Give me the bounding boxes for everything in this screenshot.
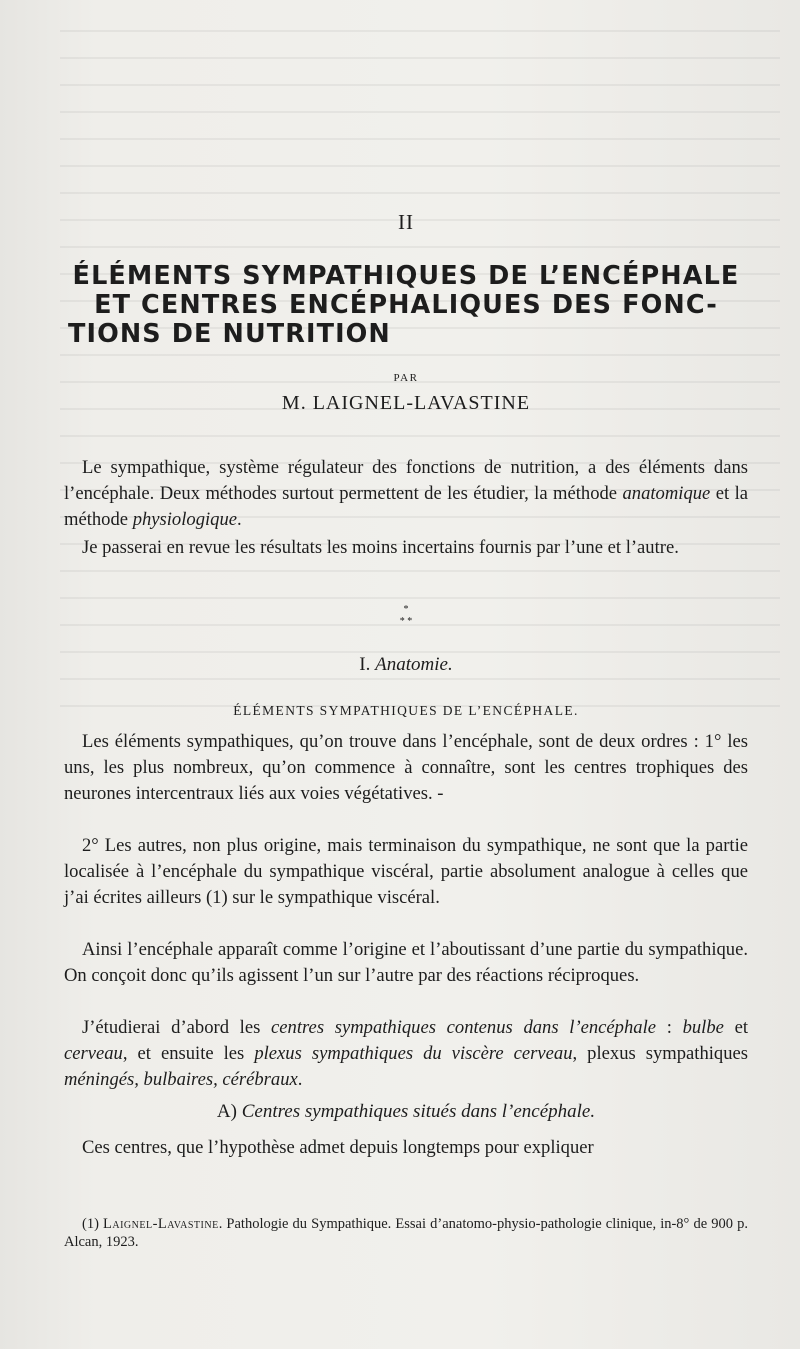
section-number: I.	[359, 654, 376, 675]
p6-text-f: .	[297, 1068, 303, 1090]
p6-text-c: et	[723, 1017, 748, 1038]
intro-paragraph-1	[64, 455, 748, 532]
p6-text-a: J’étudierai d’abord les	[82, 1017, 272, 1038]
section-title: Anatomie.	[375, 654, 453, 675]
chapter-title-line-2: ET CENTRES ENCÉPHALIQUES DES FONC-	[94, 290, 718, 320]
chapter-title-line-3: TIONS DE NUTRITION	[68, 319, 391, 349]
subsection-heading: ÉLÉMENTS SYMPATHIQUES DE L’ENCÉPHALE.	[233, 703, 579, 718]
author-name: M. LAIGNEL-LAVASTINE	[281, 392, 531, 414]
intro-paragraph-2: Je passerai en revue les résultats les moins incertains fournis par l’une et l’autre.	[82, 537, 679, 558]
intro-p1-end: .	[237, 508, 242, 530]
intro-p1-text: Le sympathique, système régulateur des fonctions de nutrition, a des éléments dans l’encéphale. Deux méthodes surtout permettent de les étudier, la méthode	[64, 457, 748, 504]
byline-par: PAR	[393, 372, 419, 384]
chapter-number: II	[398, 210, 414, 234]
p6-text-d: , et ensuite les	[122, 1042, 255, 1064]
body-paragraph-6	[64, 1015, 748, 1092]
footnote	[64, 1215, 748, 1251]
body-paragraph-5: Ainsi l’encéphale apparaît comme l’origine et l’aboutissant d’une partie du sympathique. On conçoit donc qu’ils agissent l’un sur l’autre par des réactions réciproques.	[64, 939, 748, 986]
p6-italic-5: méningés, bulbaires, cérébraux	[64, 1068, 298, 1090]
footnote-author: Laignel-Lavastine	[103, 1215, 219, 1232]
subheading-a	[64, 1101, 748, 1123]
p6-text-b: :	[656, 1017, 683, 1038]
subheading-a-title: Centres sympathiques situés dans l’encéphale.	[241, 1101, 596, 1122]
section-heading	[64, 654, 748, 676]
asterism-top: *	[403, 604, 409, 615]
p6-italic-3: cerveau	[64, 1042, 123, 1064]
chapter-title	[64, 262, 748, 349]
asterism-bottom: * *	[399, 616, 413, 627]
chapter-title-line-1: ÉLÉMENTS SYMPATHIQUES DE L’ENCÉPHALE	[72, 261, 740, 291]
asterism-divider	[64, 604, 748, 628]
body-paragraph-3: Les éléments sympathiques, qu’on trouve dans l’encéphale, sont de deux ordres : 1° les uns, les plus nombreux, qu’on commence à connaître, sont les centres trophiques des neurones intercentraux liés aux voies végétatives. -	[64, 731, 748, 804]
footnote-text: . Pathologie du Sympathique. Essai d’anatomo-physio-pathologie clinique, in-8° de 900 p. Alcan, 1923.	[64, 1215, 748, 1250]
intro-p1-italic-1: anatomique	[622, 482, 711, 504]
footnote-number: (1)	[82, 1215, 104, 1232]
p6-text-e: , plexus sympathiques	[572, 1042, 749, 1064]
body-paragraph-4: 2° Les autres, non plus origine, mais terminaison du sympathique, ne sont que la partie localisée à l’encéphale du sympathique viscéral, partie absolument analogue à celles que j’ai écrites ailleurs (1) sur le sympathique viscéral.	[64, 835, 748, 908]
subheading-a-label: A)	[216, 1101, 242, 1122]
p6-italic-4: plexus sympathiques du viscère cerveau	[254, 1042, 573, 1064]
p6-italic-1: centres sympathiques contenus dans l’encéphale	[271, 1017, 656, 1038]
intro-p1-mid: et la méthode	[64, 482, 748, 530]
intro-p1-italic-2: physiologique	[132, 508, 238, 530]
body-paragraph-7: Ces centres, que l’hypothèse admet depuis longtemps pour expliquer	[82, 1137, 594, 1158]
p6-italic-2: bulbe	[682, 1017, 724, 1038]
